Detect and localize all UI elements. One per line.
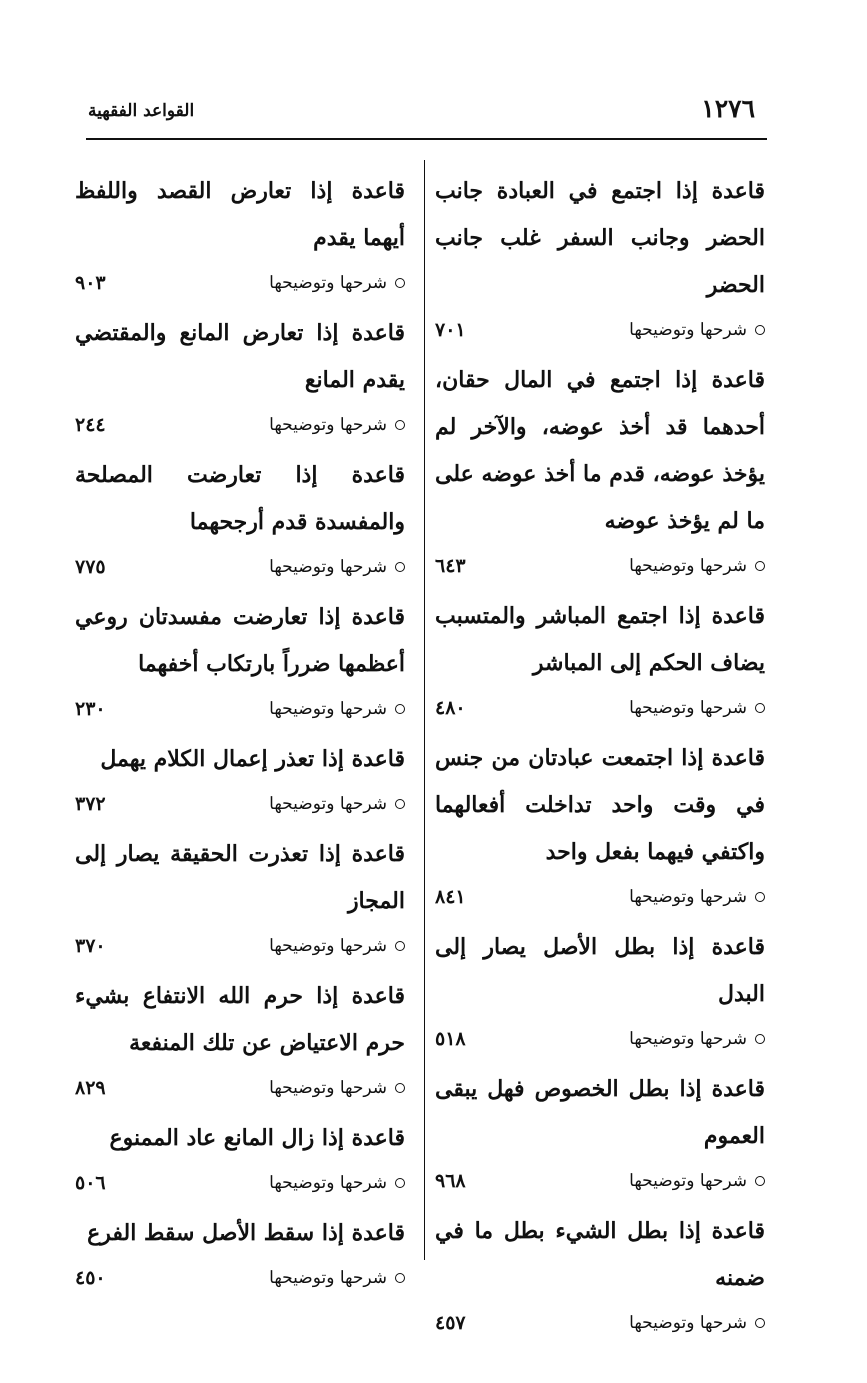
rule-title: قاعدة إذا تعذرت الحقيقة يصار إلى المجاز <box>75 841 405 914</box>
rule-title: قاعدة إذا بطل الخصوص فهل يبقى العموم <box>435 1076 765 1149</box>
bullet-icon <box>395 1083 405 1093</box>
bullet-icon <box>395 420 405 430</box>
page-reference: ٧٠١ <box>435 319 466 341</box>
page-reference: ٤٥٧ <box>435 1312 466 1334</box>
reference-line <box>435 687 765 729</box>
rule-title: قاعدة إذا بطل الشيء بطل ما في ضمنه <box>435 1218 765 1291</box>
bullet-icon <box>755 1176 765 1186</box>
page-reference: ٣٧٠ <box>75 935 106 957</box>
bullet-icon <box>395 799 405 809</box>
index-entry <box>75 1115 405 1204</box>
left-column <box>75 168 405 1305</box>
page-reference: ٤٨٠ <box>435 697 466 719</box>
reference-line <box>75 1257 405 1299</box>
header-divider <box>86 138 767 140</box>
index-entry <box>75 310 405 446</box>
page-reference: ٨٢٩ <box>75 1077 106 1099</box>
reference-label: شرحها وتوضيحها <box>269 936 387 956</box>
index-entry <box>75 736 405 825</box>
reference-label: شرحها وتوضيحها <box>629 556 747 576</box>
reference-label: شرحها وتوضيحها <box>269 1173 387 1193</box>
bullet-icon <box>395 941 405 951</box>
reference-line <box>75 688 405 730</box>
reference-label: شرحها وتوضيحها <box>269 557 387 577</box>
rule-title: قاعدة إذا سقط الأصل سقط الفرع <box>87 1220 405 1246</box>
rule-title: قاعدة إذا اجتمع في العبادة جانب الحضر وجانب السفر غلب جانب الحضر <box>435 178 765 298</box>
bullet-icon <box>755 892 765 902</box>
rule-title: قاعدة إذا اجتمع في المال حقان، أحدهما قد أخذ عوضه، والآخر لم يؤخذ عوضه، قدم ما أخذ عوضه على ما لم يؤخذ عوضه <box>435 367 765 534</box>
rule-title: قاعدة إذا اجتمع المباشر والمتسبب يضاف الحكم إلى المباشر <box>435 603 765 676</box>
reference-label: شرحها وتوضيحها <box>629 887 747 907</box>
rule-title: قاعدة إذا بطل الأصل يصار إلى البدل <box>435 934 765 1007</box>
bullet-icon <box>755 561 765 571</box>
bullet-icon <box>755 1318 765 1328</box>
reference-label: شرحها وتوضيحها <box>629 1171 747 1191</box>
reference-label: شرحها وتوضيحها <box>629 698 747 718</box>
index-entry <box>75 831 405 967</box>
index-entry <box>75 594 405 730</box>
page-reference: ٩٠٣ <box>75 272 106 294</box>
index-entry <box>435 593 765 729</box>
reference-line <box>75 1162 405 1204</box>
index-entry <box>435 924 765 1060</box>
reference-label: شرحها وتوضيحها <box>269 794 387 814</box>
reference-line <box>75 925 405 967</box>
page-reference: ٤٥٠ <box>75 1267 106 1289</box>
page-reference: ٥١٨ <box>435 1028 466 1050</box>
reference-label: شرحها وتوضيحها <box>629 1313 747 1333</box>
index-entry <box>435 1208 765 1344</box>
reference-line <box>435 1018 765 1060</box>
page-reference: ٦٤٣ <box>435 555 466 577</box>
reference-label: شرحها وتوضيحها <box>629 1029 747 1049</box>
rule-title: قاعدة إذا تعارضت المصلحة والمفسدة قدم أرجحهما <box>75 462 405 535</box>
page-reference: ٢٣٠ <box>75 698 106 720</box>
reference-label: شرحها وتوضيحها <box>269 1078 387 1098</box>
right-column <box>435 168 765 1350</box>
rule-title: قاعدة إذا حرم الله الانتفاع بشيء حرم الاعتياض عن تلك المنفعة <box>75 983 405 1056</box>
rule-title: قاعدة إذا تعارض القصد واللفظ أيهما يقدم <box>75 178 405 251</box>
running-title: القواعد الفقهية <box>88 101 195 121</box>
reference-label: شرحها وتوضيحها <box>269 273 387 293</box>
page-reference: ٥٠٦ <box>75 1172 106 1194</box>
reference-line <box>75 404 405 446</box>
page-reference: ٩٦٨ <box>435 1170 466 1192</box>
reference-label: شرحها وتوضيحها <box>269 415 387 435</box>
bullet-icon <box>755 325 765 335</box>
bullet-icon <box>395 278 405 288</box>
reference-line <box>435 309 765 351</box>
reference-line <box>435 545 765 587</box>
reference-label: شرحها وتوضيحها <box>269 1268 387 1288</box>
reference-label: شرحها وتوضيحها <box>269 699 387 719</box>
rule-title: قاعدة إذا تعذر إعمال الكلام يهمل <box>100 746 405 772</box>
reference-line <box>435 1160 765 1202</box>
bullet-icon <box>395 562 405 572</box>
page-reference: ٢٤٤ <box>75 414 106 436</box>
rule-title: قاعدة إذا تعارضت مفسدتان روعي أعظمها ضرراً بارتكاب أخفهما <box>75 604 405 677</box>
page-reference: ٣٧٢ <box>75 793 106 815</box>
reference-line <box>75 262 405 304</box>
index-entry <box>75 168 405 304</box>
reference-line <box>75 546 405 588</box>
page-reference: ٨٤١ <box>435 886 466 908</box>
bullet-icon <box>755 703 765 713</box>
bullet-icon <box>395 1178 405 1188</box>
bullet-icon <box>395 1273 405 1283</box>
index-entry <box>435 735 765 918</box>
page-reference: ٧٧٥ <box>75 556 106 578</box>
bullet-icon <box>755 1034 765 1044</box>
index-entry <box>75 452 405 588</box>
index-entry <box>75 973 405 1109</box>
index-entry <box>435 168 765 351</box>
reference-line <box>435 1302 765 1344</box>
rule-title: قاعدة إذا تعارض المانع والمقتضي يقدم المانع <box>75 320 405 393</box>
reference-line <box>75 1067 405 1109</box>
column-divider <box>424 160 425 1260</box>
index-entry <box>435 357 765 587</box>
reference-line <box>435 876 765 918</box>
page-number: ١٢٧٦ <box>701 94 755 123</box>
index-entry <box>75 1210 405 1299</box>
reference-label: شرحها وتوضيحها <box>629 320 747 340</box>
bullet-icon <box>395 704 405 714</box>
reference-line <box>75 783 405 825</box>
rule-title: قاعدة إذا اجتمعت عبادتان من جنس في وقت واحد تداخلت أفعالهما واكتفي فيهما بفعل واحد <box>435 745 765 865</box>
rule-title: قاعدة إذا زال المانع عاد الممنوع <box>109 1125 405 1151</box>
index-entry <box>435 1066 765 1202</box>
